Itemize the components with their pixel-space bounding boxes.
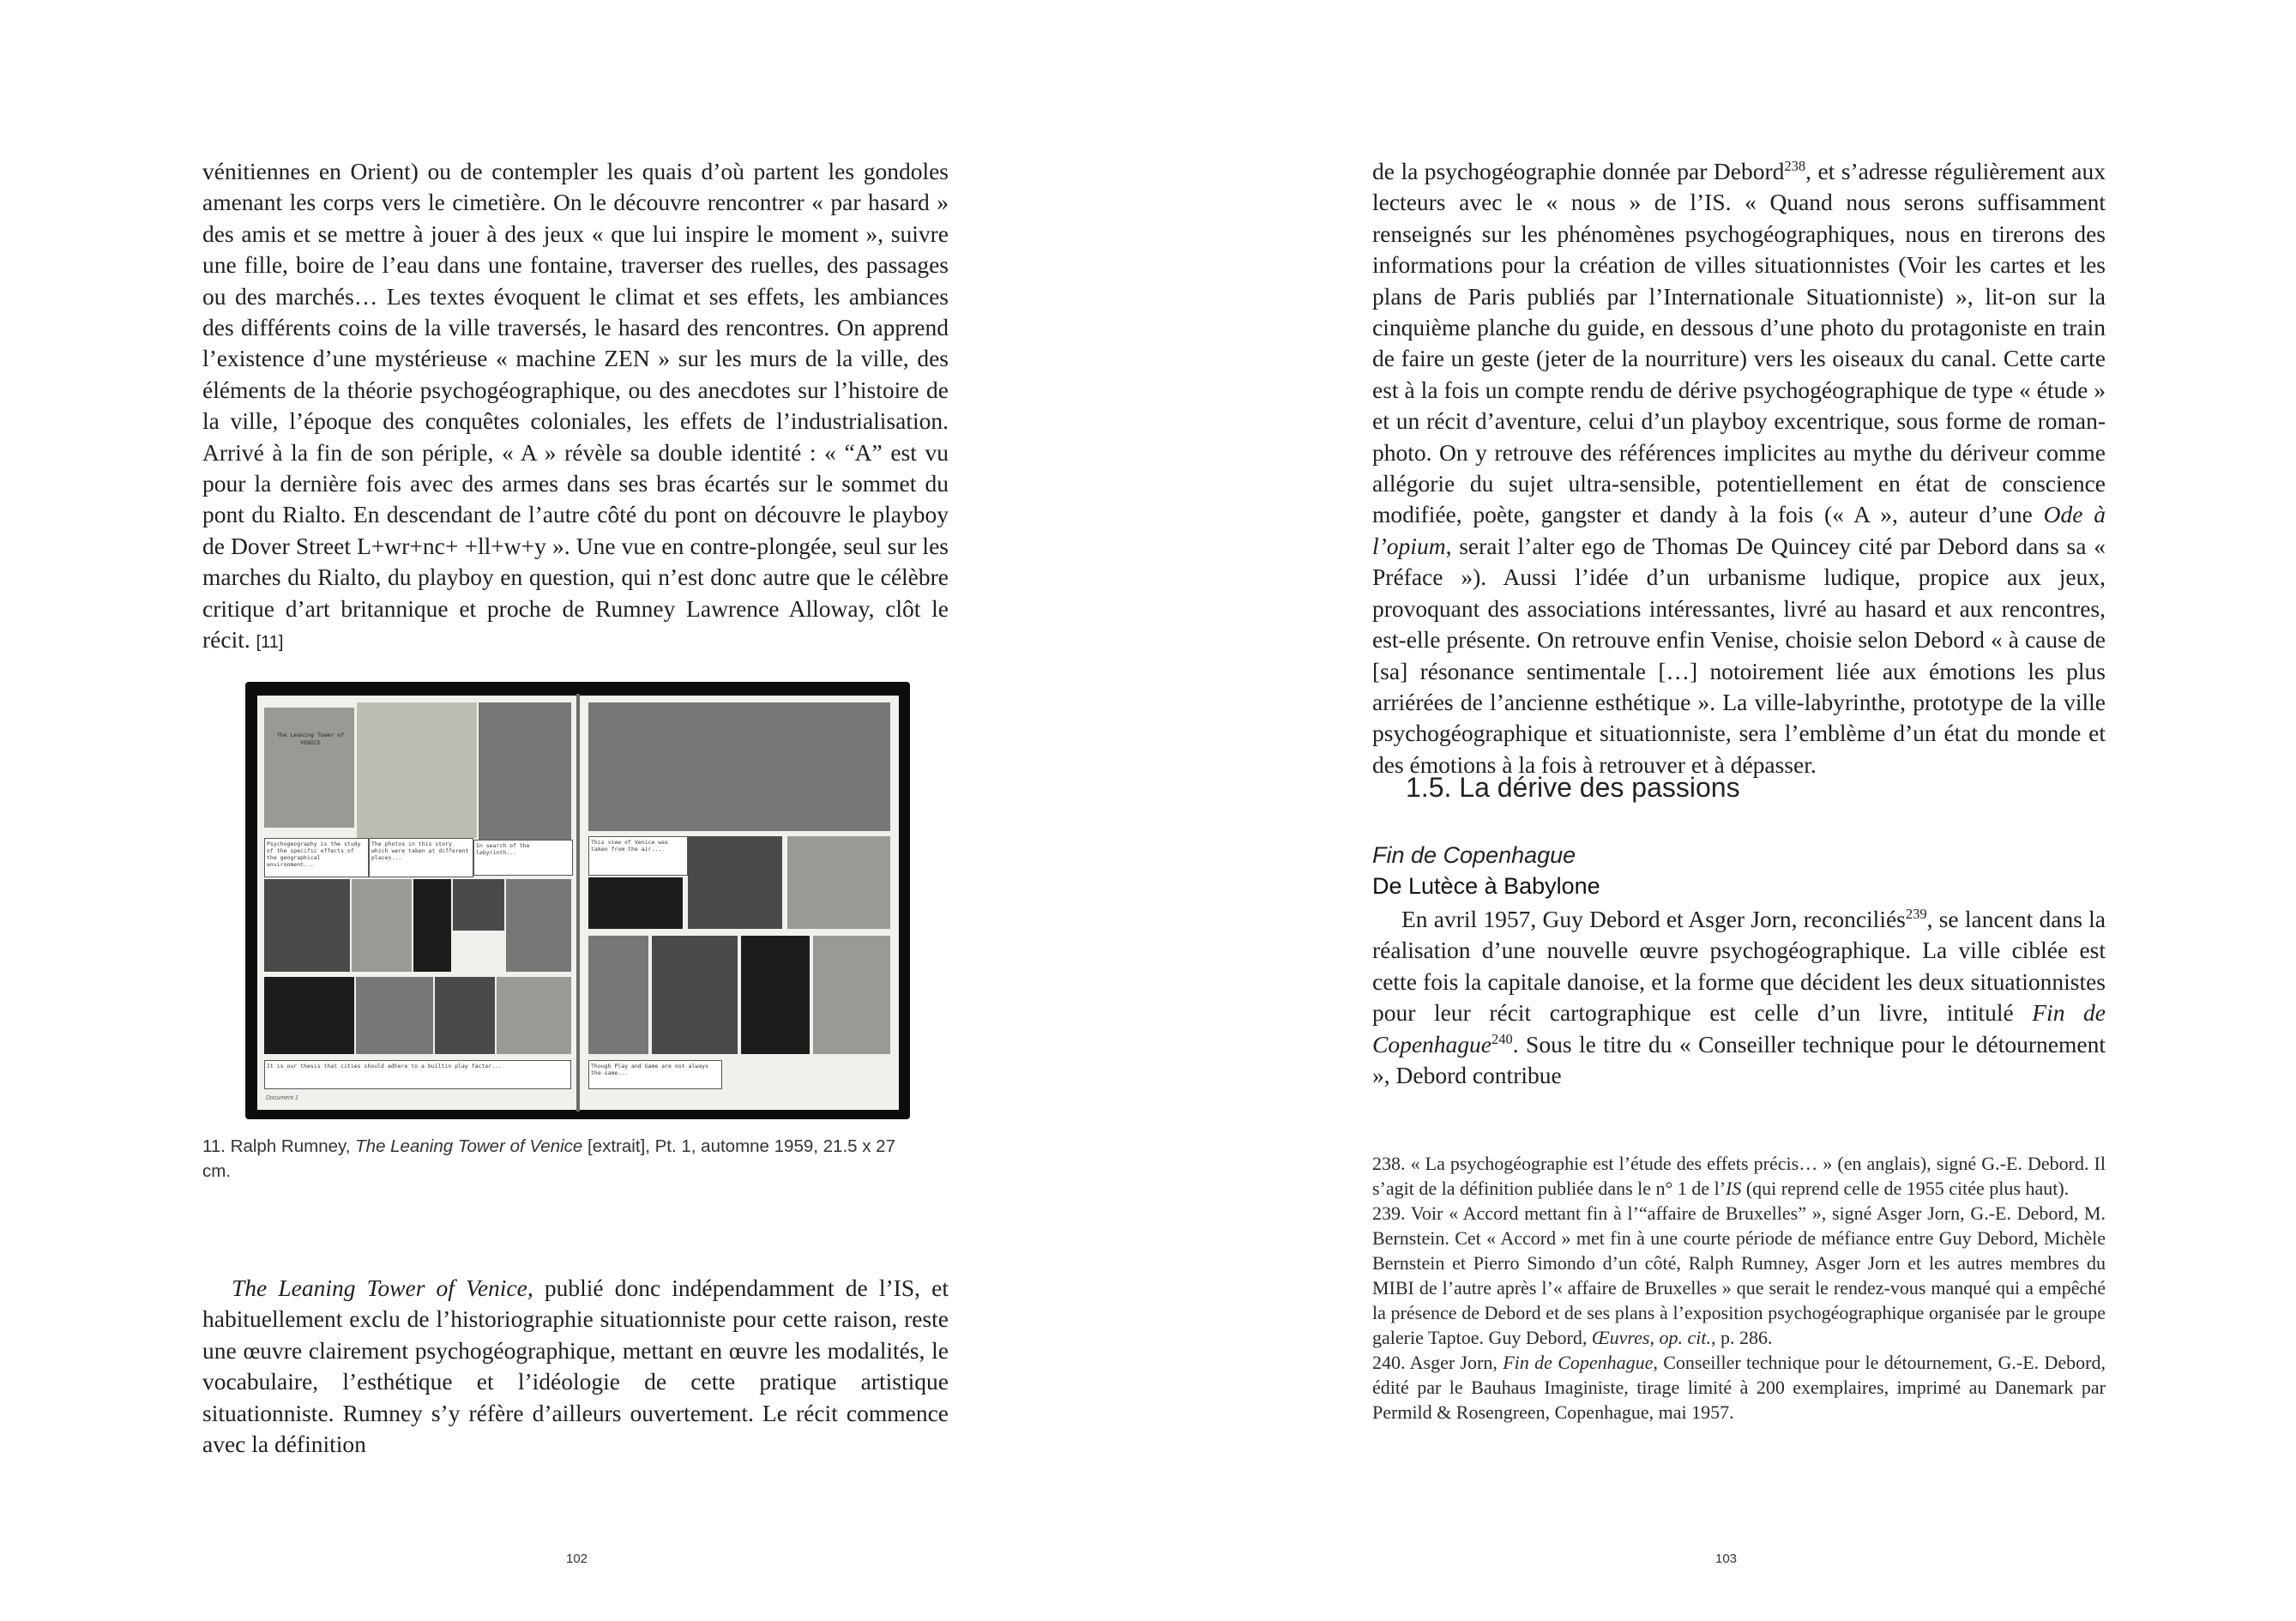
photo-building	[352, 879, 412, 972]
right-paragraph-2-part-b: , se lancent dans la réalisation d’une nouvelle œuvre psychogéographique. La ville ciblée est cette fois la capitale danoise, et la forme que décident les deux situationnistes pour leur récit cartographique est celle d’un livre, intitulé	[1372, 906, 2106, 1027]
footnote-239-text-b: , p. 286.	[1710, 1327, 1773, 1348]
book-right-page	[580, 696, 899, 1110]
photo-street	[506, 879, 571, 972]
figure-caption	[202, 1134, 914, 1184]
footnote-238-italic: IS	[1726, 1178, 1742, 1199]
photo-people	[497, 977, 571, 1054]
footnote-240-italic: Fin de Copenhague	[1503, 1352, 1654, 1373]
subheading-italic: Fin de Copenhague	[1372, 842, 1576, 868]
photo-aerial-venice	[588, 702, 890, 831]
book-title-italic: Fin de Copenhague	[1372, 999, 2106, 1058]
document-label: Document 1	[266, 1095, 298, 1101]
footnote-240-text-b: , Conseiller technique pour le détournement, G.-E. Debord, édité par le Bauhaus Imaginiste, tirage limité à 200 exemplaires, imprimé au Danemark par Permild & Rosengreen, Copenhague, mai 1957.	[1372, 1352, 2106, 1423]
footnote-239-separator: ,	[1649, 1327, 1660, 1348]
photo-crowd	[356, 977, 433, 1054]
right-paragraph-1-part-c: , serait l’alter ego de Thomas De Quincey cité par Debord dans sa « Préface »). Aussi l’idée d’un urbanisme ludique, propice aux jeux, provoquant des associations intéressantes, livré au hasard et aux rencontres, est-elle présente. On retrouve enfin Venise, choisie selon Debord « à cause de [sa] résonance sentimentale […] notoirement liée aux émotions les plus arriérées de l’ancienne esthétique ». La ville-labyrinthe, prototype de la ville psychogéographique et situationniste, sera l’emblème d’un état du monde et des émotions à la fois à retrouver et à dépasser.	[1372, 532, 2106, 778]
left-paragraph-1-text: vénitiennes en Orient) ou de contempler les quais d’où partent les gondoles amenant les corps vers le cimetière. On le découvre rencontrer « par hasard » des amis et se mettre à jouer à des jeux « que lui inspire le moment », suivre une fille, boire de l’eau dans une fontaine, traverser des ruelles, des passages ou des marchés… Les textes évoquent le climat et ses effets, les ambiances des différents coins de la ville traversés, le hasard des rencontres. On apprend l’existence d’une mystérieuse « machine ZEN » sur les murs de la ville, des éléments de la théorie psychogéographique, ou des anecdotes sur l’histoire de la ville, l’époque des conquêtes coloniales, les effets de l’industrialisation. Arrivé à la fin de son périple, « A » révèle sa double identité : « “A” est vu pour la dernière fois avec des armes dans ses bras écartés sur le sommet du pont du Rialto. En descendant de l’autre côté du pont on découvre le playboy de Dover Street L+wr+nc+ +ll+w+y ». Une vue en contre-plongée, seul sur les marches du Rialto, du playboy en question, qui n’est donc autre que le célèbre critique d’art britannique et proche de Rumney Lawrence Alloway, clôt le récit.	[202, 158, 949, 654]
work-title: The Leaning Tower of Venice,	[232, 1275, 533, 1301]
footnote-ref-239: 239	[1905, 905, 1927, 922]
photo-doorway	[688, 836, 782, 929]
photo-venice-street	[264, 708, 354, 828]
text-box-6: Though Play and Game are not always the same...	[588, 1060, 722, 1089]
photo-dark	[588, 877, 683, 929]
footnote-238-text-b: (qui reprend celle de 1955 citée plus haut).	[1741, 1178, 2070, 1199]
text-box-3: In search of the labyrinth...	[473, 840, 573, 876]
text-box-1: Psychogeography is the study of the specific effects of the geographical environment...	[264, 838, 369, 877]
right-paragraph-1	[1372, 156, 2106, 780]
footnote-239-text-a: 239. Voir « Accord mettant fin à l’“affaire de Bruxelles” », signé Asger Jorn, G.-E. Debord, M. Bernstein. Cet « Accord » met fin à une courte période de méfiance entre Guy Debord, Michèle Bernstein et Pierro Simondo d’un côté, Ralph Rumney, Asger Jorn et les autres membres du MIBI de l’autre après l’« affaire de Bruxelles » que serait le rendez-vous manqué qui a empêché la présence de Debord et de ses plans à l’exposition psychogéographique organisée par le groupe galerie Taptoe. Guy Debord,	[1372, 1202, 2106, 1348]
photo-canal	[479, 702, 571, 840]
photo-palace	[264, 977, 354, 1054]
right-paragraph-2-part-c: . Sous le titre du « Conseiller technique pour le détournement », Debord contribue	[1372, 1030, 2106, 1089]
footnote-239	[1372, 1201, 2106, 1350]
footnotes	[1372, 1151, 2106, 1425]
photo-statue	[652, 936, 738, 1054]
photo-men	[264, 879, 350, 972]
photo-figure	[413, 879, 451, 972]
book-left-page	[257, 696, 576, 1110]
caption-prefix: 11. Ralph Rumney,	[202, 1136, 356, 1156]
section-heading: 1.5. La dérive des passions	[1406, 772, 1740, 803]
caption-suffix: [extrait], Pt. 1, automne 1959, 21.5 x 27 cm.	[202, 1136, 895, 1181]
caption-title: The Leaning Tower of Venice	[355, 1136, 583, 1156]
photo-bridge	[435, 977, 495, 1054]
footnote-ref-238: 238	[1784, 157, 1806, 174]
text-box-2: The photos in this story which were taken at different places...	[369, 838, 473, 877]
photo-stairs	[813, 936, 890, 1054]
photo-map	[357, 702, 477, 838]
figure-book-photo	[245, 682, 910, 1119]
right-page	[1148, 0, 2296, 1621]
footnote-ref-240: 240	[1491, 1030, 1513, 1047]
footnote-239-italic-2: op. cit.	[1659, 1327, 1711, 1348]
footnote-239-italic-1: Œuvres	[1591, 1327, 1650, 1348]
left-paragraph-2	[202, 1273, 949, 1460]
book-title: The Leaning Tower of VENICE	[276, 732, 345, 746]
footnote-240-text-a: 240. Asger Jorn,	[1372, 1352, 1504, 1373]
photo-arch	[588, 936, 648, 1054]
photo-alley	[787, 836, 890, 929]
page-number-left: 102	[566, 1552, 588, 1566]
right-paragraph-2	[1372, 904, 2106, 1091]
text-box-4: It is our thesis that cities should adhere to a builtin play factor...	[264, 1060, 571, 1089]
right-paragraph-2-part-a: En avril 1957, Guy Debord et Asger Jorn, reconciliés	[1401, 906, 1906, 932]
footnote-238	[1372, 1151, 2106, 1201]
figure-reference: [11]	[256, 633, 284, 653]
photo-square	[453, 879, 504, 931]
right-paragraph-1-part-a: de la psychogéographie donnée par Debord	[1372, 158, 1785, 184]
ode-title: Ode à l’opium	[1372, 501, 2106, 559]
left-paragraph-2-text: publié donc indépendamment de l’IS, et habituellement exclu de l’historiographie situationniste pour cette raison, reste une œuvre clairement psychogéographique, mettant en œuvre les modalités, le vocabulaire, l’esthétique et l’idéologie de cette pratique artistique situationniste. Rumney s’y réfère d’ailleurs ouvertement. Le récit commence avec la définition	[202, 1275, 949, 1458]
footnote-238-text-a: 238. « La psychogéographie est l’étude des effets précis… » (en anglais), signé G.-E. Debord. Il s’agit de la définition publiée dans le n° 1 de l’	[1372, 1153, 2106, 1199]
text-box-5: This view of Venice was taken from the air...	[588, 836, 688, 876]
left-paragraph-1	[202, 156, 949, 659]
page-number-right: 103	[1715, 1552, 1738, 1566]
footnote-240	[1372, 1350, 2106, 1425]
subheading: De Lutèce à Babylone	[1372, 873, 1600, 899]
photo-column	[741, 936, 810, 1054]
right-paragraph-1-part-b: , et s’adresse régulièrement aux lecteurs avec le « nous » de l’IS. « Quand nous serons suffisamment renseignés sur les phénomènes psychogéographiques, nous en tirerons des informations pour la création de villes situationnistes (Voir les cartes et les plans de Paris publiés par l’Internationale Situationniste) », lit-on sur la cinquième planche du guide, en dessous d’une photo du protagoniste en train de faire un geste (jeter de la nourriture) vers les oiseaux du canal. Cette carte est à la fois un compte rendu de dérive psychogéographique de type « étude » et un récit d’aventure, celui d’un playboy excentrique, sous forme de roman-photo. On y retrouve des références implicites au mythe du dériveur comme allégorie du sujet ultra-sensible, potentiellement en état de conscience modifiée, poète, gangster et dandy à la fois (« A », auteur d’une	[1372, 158, 2106, 528]
